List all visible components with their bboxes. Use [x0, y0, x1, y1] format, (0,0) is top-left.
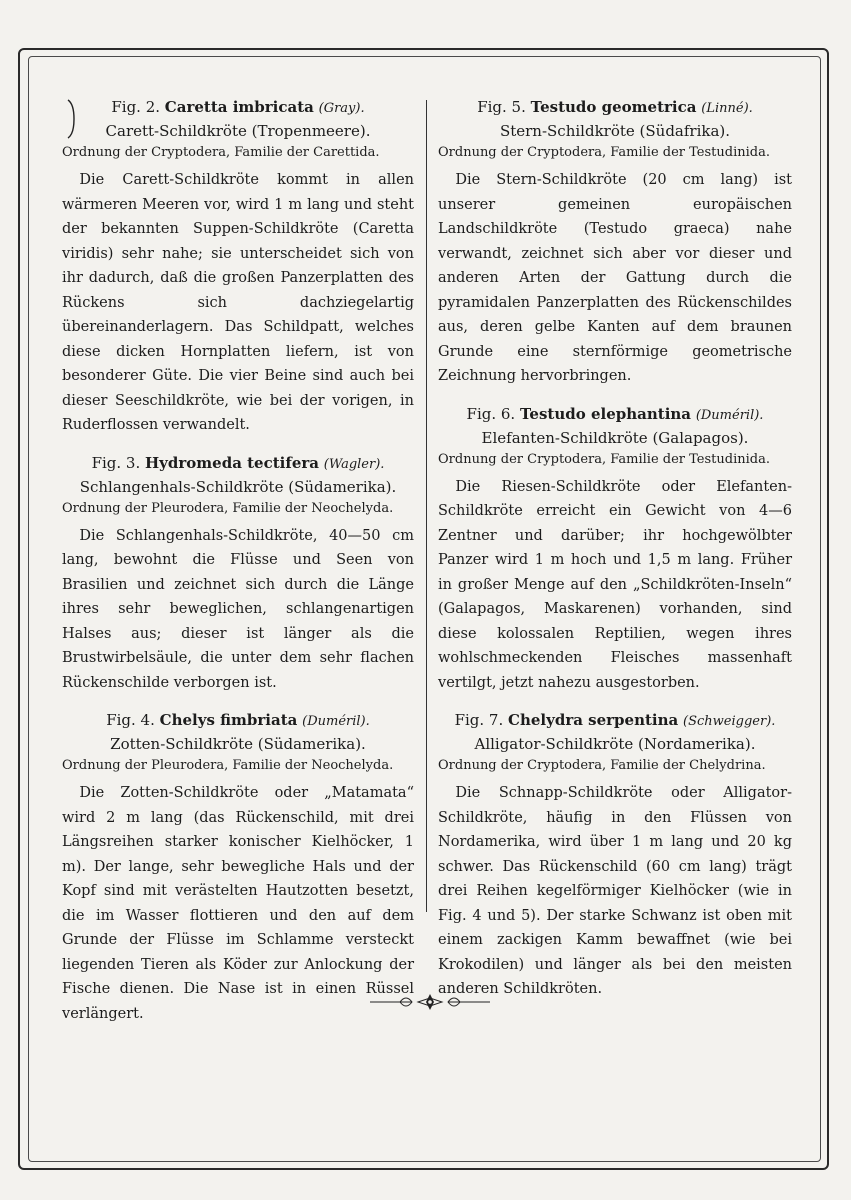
- description: Die Schnapp-Schildkröte oder Alligator-Schildkröte, häufig in den Flüssen von Nordamerika, wird über 1 m lang und 20 kg schwer. Das Rückenschild (60 cm lang) trägt drei Reihen kegelförmiger Kielhöcker (wie in Fig. 4 und 5). Der starke Schwanz ist oben mit einem zackigen Kamm bewaffnet (wie bei Krokodilen) und länger als bei den meisten anderen Schildkröten.: [438, 785, 792, 997]
- authority: (Duméril).: [302, 714, 370, 729]
- common-name: Alligator-Schildkröte (Nordamerika).: [474, 735, 756, 753]
- entry-heading: [62, 452, 414, 476]
- common-name: Elefanten-Schildkröte (Galapagos).: [481, 428, 749, 447]
- entry-fig-5: [438, 96, 792, 389]
- left-column: [62, 96, 414, 1040]
- description: Die Zotten-Schildkröte oder „Matamata“ wird 2 m lang (das Rückenschild, mit drei Längsreihen starker konischer Kielhöcker, 1 m). Der lange, sehr bewegliche Hals und der Kopf sind mit verästelten Hautzotten besetzt, die im Wasser flottieren und den auf dem Grunde der Flüsse im Schlamme versteckt liegenden Tieren als Köder zur Anlockung der Fische dienen. Die Nase ist in einen Rüssel verlängert.: [62, 785, 414, 1022]
- entry-fig-3: [62, 452, 414, 696]
- order-family: Ordnung der Cryptodera, Familie der Testudinida.: [438, 145, 770, 160]
- entry-heading: [62, 96, 414, 120]
- latin-name: Chelydra serpentina: [508, 711, 679, 729]
- fig-label: Fig. 5.: [477, 98, 526, 116]
- latin-name: Testudo elephantina: [519, 404, 692, 423]
- common-name: Zotten-Schildkröte (Südamerika).: [110, 735, 366, 753]
- entry-fig-2: [62, 96, 414, 438]
- fig-label: Fig. 2.: [111, 98, 161, 116]
- entry-heading: [438, 403, 792, 427]
- entry-fig-7: [438, 709, 792, 1002]
- fig-label: Fig. 4.: [106, 711, 155, 729]
- description: Die Riesen-Schildkröte oder Elefanten-Schildkröte erreicht ein Gewicht von 4—6 Zentner und darüber; ihr hochgewölbter Panzer wird 1 m hoch und 1,5 m lang. Früher in großer Menge auf den „Schildkröten-Inseln“ (Galapagos, Maskarenen) vorhanden, sind diese kolossalen Reptilien, wegen ihres wohlschmeckenden Fleisches massenhaft vertilgt, jetzt nahezu ausgestorben.: [438, 478, 792, 691]
- entry-heading: [438, 96, 792, 120]
- fig-label: Fig. 7.: [454, 711, 504, 729]
- common-name: Schlangenhals-Schildkröte (Südamerika).: [79, 477, 397, 496]
- order-family: Ordnung der Pleurodera, Familie der Neochelyda.: [62, 500, 394, 516]
- fig-label: Fig. 3.: [91, 453, 141, 472]
- authority: (Duméril).: [695, 407, 764, 423]
- authority: (Gray).: [318, 101, 365, 116]
- entry-heading: [438, 709, 792, 733]
- order-family: Ordnung der Cryptodera, Familie der Carettida.: [62, 145, 380, 160]
- entry-fig-6: [438, 403, 792, 696]
- latin-name: Caretta imbricata: [164, 98, 314, 116]
- latin-name: Hydromeda tectifera: [145, 453, 319, 472]
- floral-divider-icon: [370, 990, 490, 1014]
- fig-label: Fig. 6.: [466, 404, 516, 423]
- latin-name: Testudo geometrica: [530, 98, 697, 116]
- description: Die Schlangenhals-Schildkröte, 40—50 cm lang, bewohnt die Flüsse und Seen von Brasilien und zeichnet sich durch die Länge ihres sehr beweglichen, schlangenartigen Halses aus; dieser ist länger als die Brustwirbelsäule, die unter dem sehr flachen Rückenschilde verborgen ist.: [62, 527, 414, 691]
- order-family: Ordnung der Cryptodera, Familie der Testudinida.: [438, 451, 770, 467]
- latin-name: Chelys fimbriata: [159, 711, 298, 729]
- description: Die Carett-Schildkröte kommt in allen wärmeren Meeren vor, wird 1 m lang und steht der bekannten Suppen-Schildkröte (Caretta viridis) sehr nahe; sie unterscheidet sich von ihr dadurch, daß die großen Panzerplatten des Rückens sich dachziegelartig übereinanderlagern. Das Schildpatt, welches diese dicken Hornplatten liefern, ist von besonderer Güte. Die vier Beine sind auch bei dieser Seeschildkröte, wie bei der vorigen, in Ruderflossen verwandelt.: [62, 172, 414, 433]
- authority: (Schweigger).: [683, 714, 776, 729]
- authority: (Wagler).: [323, 456, 385, 472]
- order-family: Ordnung der Cryptodera, Familie der Chelydrina.: [438, 758, 766, 773]
- description: Die Stern-Schildkröte (20 cm lang) ist unserer gemeinen europäischen Landschildkröte (Testudo graeca) nahe verwandt, zeichnet sich aber vor dieser und anderen Arten der Gattung durch die pyramidalen Panzerplatten des Rückenschildes aus, deren gelbe Kanten auf dem braunen Grunde eine sternförmige geometrische Zeichnung hervorbringen.: [438, 172, 792, 384]
- right-column: [438, 96, 792, 1016]
- order-family: Ordnung der Pleurodera, Familie der Neochelyda.: [62, 758, 394, 773]
- common-name: Stern-Schildkröte (Südafrika).: [499, 122, 731, 140]
- entry-heading: [62, 709, 414, 733]
- column-divider: [426, 100, 427, 912]
- entry-fig-4: [62, 709, 414, 1026]
- authority: (Linné).: [701, 101, 753, 116]
- common-name: Carett-Schildkröte (Tropenmeere).: [105, 122, 371, 140]
